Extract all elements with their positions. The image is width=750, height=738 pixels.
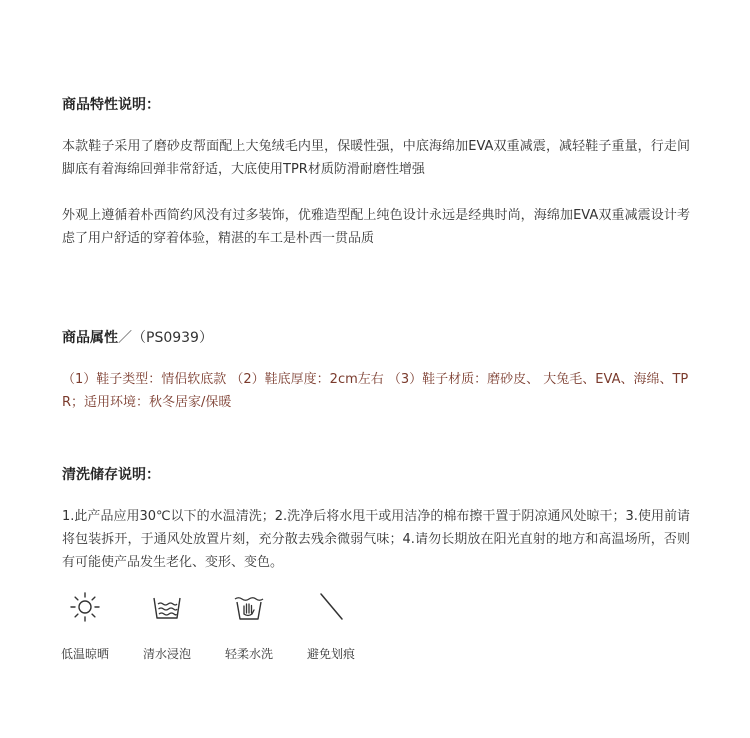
diagonal-line-icon: [314, 590, 348, 624]
care-icon-label: 清水浸泡: [142, 647, 191, 661]
care-icon-item-low-temp-dry: [50, 590, 120, 662]
features-paragraph-1: 本款鞋子采用了磨砂皮帮面配上大兔绒毛内里，保暖性强，中底海绵加EVA双重减震，减轻鞋子重量，行走间脚底有着海绵回弹非常舒适，大底使用TPR材质防滑耐磨性增强: [62, 139, 690, 177]
sun-icon: [68, 590, 102, 624]
attributes-text: （1）鞋子类型：情侣软底款 （2）鞋底厚度：2cm左右 （3）鞋子材质：磨砂皮、 大兔毛、EVA、海绵、TPR；适用环境：秋冬居家/保暖: [62, 372, 689, 410]
features-section: [62, 95, 690, 250]
care-icon-item-clear-water-soak: [132, 590, 202, 662]
features-title: 商品特性说明：: [62, 97, 160, 113]
care-section: [62, 465, 690, 574]
care-icon-item-avoid-scratch: [296, 590, 366, 662]
care-icon-label: 避免划痕: [306, 647, 355, 661]
water-basin-icon: [150, 590, 184, 624]
care-title: 清洗储存说明：: [62, 467, 160, 483]
care-icon-label: 低温晾晒: [60, 647, 109, 661]
care-icon-item-gentle-wash: [214, 590, 284, 662]
hand-wash-icon: [232, 590, 266, 624]
care-text: 1.此产品应用30℃以下的水温清洗；2.洗净后将水甩干或用洁净的棉布擦干置于阴凉通风处晾干；3.使用前请将包装拆开，于通风处放置片刻，充分散去残余微弱气味；4.请勿长期放在阳光直射的地方和高温场所，否则有可能使产品发生老化、变形、变色。: [62, 509, 690, 570]
attributes-title: 商品属性: [62, 330, 118, 346]
attributes-code: ／（PS0939）: [118, 330, 213, 346]
attributes-heading: [62, 328, 690, 348]
care-icon-label: 轻柔水洗: [224, 647, 273, 661]
features-paragraph-2: 外观上遵循着朴西简约风没有过多装饰，优雅造型配上纯色设计永远是经典时尚，海绵加EVA双重减震设计考虑了用户舒适的穿着体验，精湛的车工是朴西一贯品质: [62, 208, 690, 246]
attributes-section: [62, 328, 690, 414]
care-icons-row: [50, 590, 390, 670]
